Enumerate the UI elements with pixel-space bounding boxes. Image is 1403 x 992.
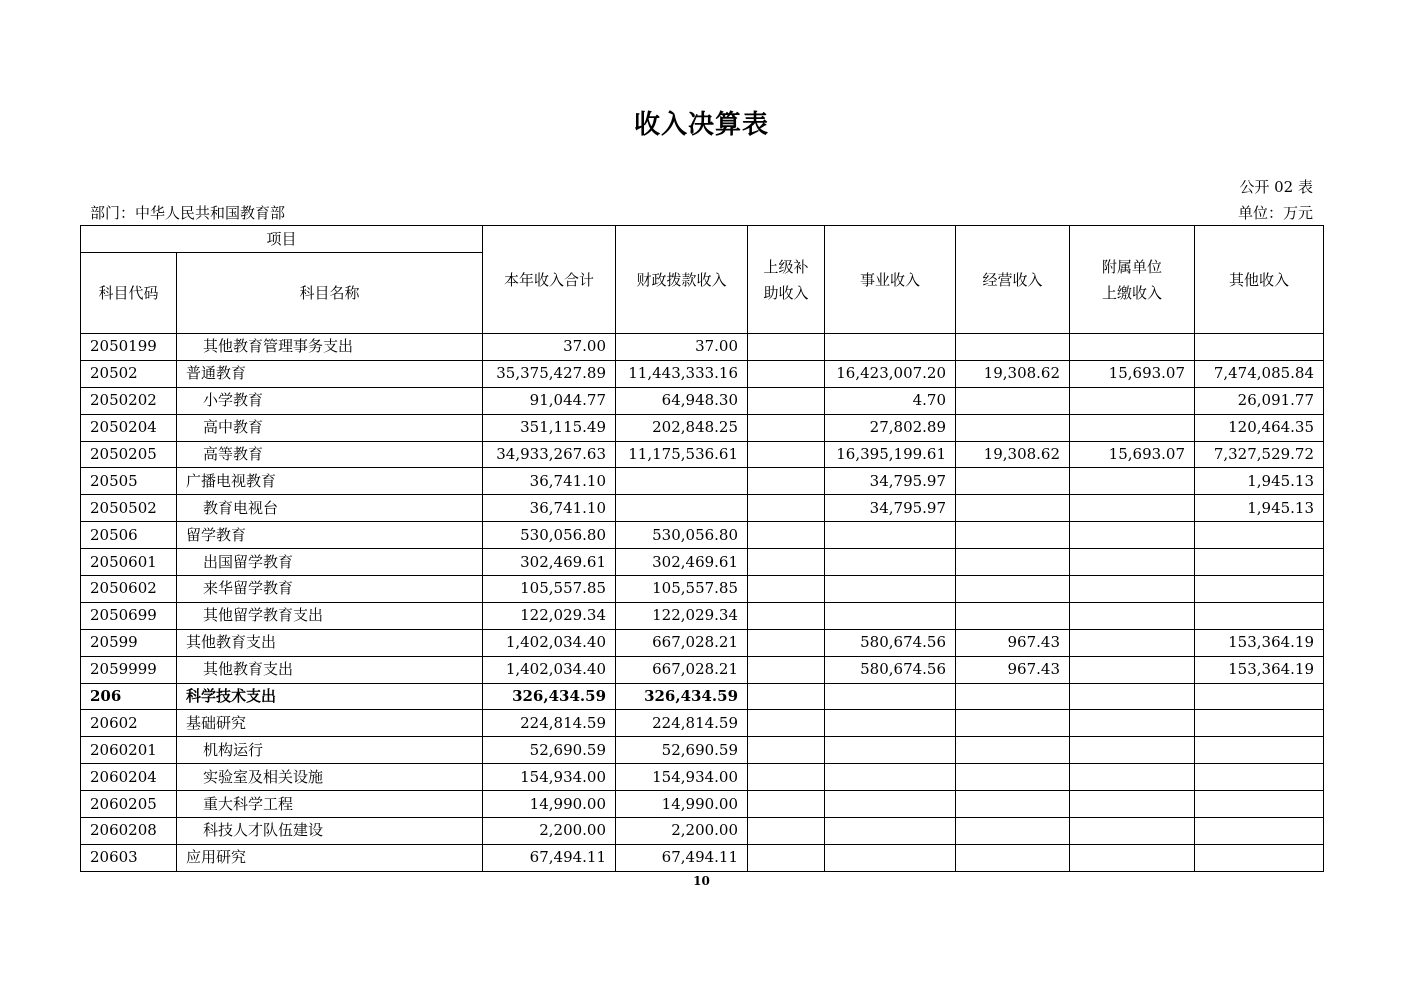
cell-other: 1,945.13 xyxy=(1195,468,1324,495)
cell-fiscal xyxy=(616,495,748,522)
cell-operating: 967.43 xyxy=(956,656,1070,683)
cell-code: 2060208 xyxy=(81,818,177,845)
cell-other xyxy=(1195,683,1324,710)
cell-other: 7,327,529.72 xyxy=(1195,441,1324,468)
table-row xyxy=(81,441,1324,468)
cell-other: 153,364.19 xyxy=(1195,629,1324,656)
cell-business: 580,674.56 xyxy=(825,629,956,656)
cell-other xyxy=(1195,764,1324,791)
table-header xyxy=(81,226,1324,334)
cell-fiscal: 667,028.21 xyxy=(616,656,748,683)
cell-superior xyxy=(748,441,825,468)
cell-total: 1,402,034.40 xyxy=(483,629,616,656)
cell-affiliated xyxy=(1070,818,1195,845)
cell-superior xyxy=(748,683,825,710)
table-row xyxy=(81,656,1324,683)
cell-business xyxy=(825,549,956,576)
cell-other xyxy=(1195,576,1324,603)
cell-affiliated xyxy=(1070,495,1195,522)
cell-name: 广播电视教育 xyxy=(177,468,483,495)
table-body xyxy=(81,334,1324,872)
cell-superior xyxy=(748,334,825,361)
cell-business xyxy=(825,334,956,361)
cell-total: 14,990.00 xyxy=(483,791,616,818)
cell-affiliated xyxy=(1070,764,1195,791)
table-row xyxy=(81,710,1324,737)
cell-code: 20506 xyxy=(81,522,177,549)
cell-name: 科学技术支出 xyxy=(177,683,483,710)
cell-operating xyxy=(956,334,1070,361)
cell-affiliated xyxy=(1070,710,1195,737)
table-row xyxy=(81,468,1324,495)
cell-code: 2059999 xyxy=(81,656,177,683)
cell-affiliated xyxy=(1070,737,1195,764)
department-label: 部门：中华人民共和国教育部 xyxy=(90,204,286,222)
cell-name: 出国留学教育 xyxy=(177,549,483,576)
cell-affiliated xyxy=(1070,844,1195,871)
cell-operating xyxy=(956,683,1070,710)
cell-code: 2050699 xyxy=(81,602,177,629)
header-item: 项目 xyxy=(81,226,483,253)
cell-business: 580,674.56 xyxy=(825,656,956,683)
cell-name: 其他教育支出 xyxy=(177,629,483,656)
header-affiliated-line1: 附属单位 xyxy=(1102,257,1163,276)
cell-fiscal: 67,494.11 xyxy=(616,844,748,871)
cell-business: 34,795.97 xyxy=(825,468,956,495)
cell-business: 34,795.97 xyxy=(825,495,956,522)
cell-total: 351,115.49 xyxy=(483,414,616,441)
cell-name: 重大科学工程 xyxy=(177,791,483,818)
cell-total: 302,469.61 xyxy=(483,549,616,576)
table-row xyxy=(81,360,1324,387)
cell-code: 20502 xyxy=(81,360,177,387)
cell-code: 2050199 xyxy=(81,334,177,361)
cell-code: 20599 xyxy=(81,629,177,656)
cell-affiliated xyxy=(1070,576,1195,603)
cell-code: 2050202 xyxy=(81,387,177,414)
cell-fiscal: 302,469.61 xyxy=(616,549,748,576)
cell-name: 其他教育支出 xyxy=(177,656,483,683)
cell-fiscal: 224,814.59 xyxy=(616,710,748,737)
cell-name: 基础研究 xyxy=(177,710,483,737)
table-row xyxy=(81,764,1324,791)
cell-business xyxy=(825,791,956,818)
cell-superior xyxy=(748,764,825,791)
cell-total: 37.00 xyxy=(483,334,616,361)
cell-fiscal: 202,848.25 xyxy=(616,414,748,441)
cell-fiscal: 52,690.59 xyxy=(616,737,748,764)
cell-affiliated xyxy=(1070,522,1195,549)
cell-business: 4.70 xyxy=(825,387,956,414)
cell-fiscal: 11,443,333.16 xyxy=(616,360,748,387)
cell-business xyxy=(825,710,956,737)
cell-superior xyxy=(748,414,825,441)
cell-code: 20602 xyxy=(81,710,177,737)
cell-code: 2060204 xyxy=(81,764,177,791)
cell-other xyxy=(1195,737,1324,764)
cell-fiscal: 105,557.85 xyxy=(616,576,748,603)
cell-fiscal: 2,200.00 xyxy=(616,818,748,845)
cell-operating: 19,308.62 xyxy=(956,441,1070,468)
income-table xyxy=(80,225,1324,872)
cell-other: 26,091.77 xyxy=(1195,387,1324,414)
cell-code: 20505 xyxy=(81,468,177,495)
cell-name: 普通教育 xyxy=(177,360,483,387)
cell-other: 153,364.19 xyxy=(1195,656,1324,683)
page-number: 10 xyxy=(693,874,710,888)
cell-code: 2050204 xyxy=(81,414,177,441)
cell-other: 7,474,085.84 xyxy=(1195,360,1324,387)
header-affiliated-line2: 上缴收入 xyxy=(1102,283,1163,302)
cell-operating: 967.43 xyxy=(956,629,1070,656)
header-superior-line2: 助收入 xyxy=(763,283,809,302)
table-row xyxy=(81,414,1324,441)
cell-total: 530,056.80 xyxy=(483,522,616,549)
cell-total: 67,494.11 xyxy=(483,844,616,871)
cell-business xyxy=(825,602,956,629)
cell-fiscal: 326,434.59 xyxy=(616,683,748,710)
cell-business: 16,423,007.20 xyxy=(825,360,956,387)
cell-fiscal: 154,934.00 xyxy=(616,764,748,791)
cell-code: 2060201 xyxy=(81,737,177,764)
cell-operating xyxy=(956,387,1070,414)
cell-other xyxy=(1195,602,1324,629)
cell-fiscal: 530,056.80 xyxy=(616,522,748,549)
cell-operating xyxy=(956,791,1070,818)
cell-superior xyxy=(748,576,825,603)
cell-affiliated xyxy=(1070,629,1195,656)
cell-affiliated xyxy=(1070,414,1195,441)
cell-operating xyxy=(956,549,1070,576)
cell-code: 2050601 xyxy=(81,549,177,576)
cell-business xyxy=(825,818,956,845)
cell-business xyxy=(825,576,956,603)
cell-code: 2060205 xyxy=(81,791,177,818)
cell-superior xyxy=(748,818,825,845)
cell-other xyxy=(1195,334,1324,361)
cell-fiscal: 14,990.00 xyxy=(616,791,748,818)
cell-operating xyxy=(956,710,1070,737)
header-total: 本年收入合计 xyxy=(483,226,616,334)
cell-affiliated xyxy=(1070,549,1195,576)
cell-name: 其他教育管理事务支出 xyxy=(177,334,483,361)
cell-name: 科技人才队伍建设 xyxy=(177,818,483,845)
cell-total: 2,200.00 xyxy=(483,818,616,845)
table-row xyxy=(81,549,1324,576)
cell-other xyxy=(1195,818,1324,845)
cell-other xyxy=(1195,791,1324,818)
cell-name: 高中教育 xyxy=(177,414,483,441)
table-row xyxy=(81,818,1324,845)
cell-total: 154,934.00 xyxy=(483,764,616,791)
cell-superior xyxy=(748,360,825,387)
cell-other xyxy=(1195,549,1324,576)
cell-affiliated xyxy=(1070,334,1195,361)
cell-operating xyxy=(956,737,1070,764)
cell-business: 27,802.89 xyxy=(825,414,956,441)
unit-label: 单位：万元 xyxy=(1237,204,1313,222)
cell-business xyxy=(825,844,956,871)
cell-operating xyxy=(956,468,1070,495)
cell-total: 1,402,034.40 xyxy=(483,656,616,683)
cell-operating xyxy=(956,522,1070,549)
cell-superior xyxy=(748,844,825,871)
header-superior xyxy=(748,226,825,334)
cell-business xyxy=(825,522,956,549)
cell-affiliated xyxy=(1070,387,1195,414)
cell-fiscal: 64,948.30 xyxy=(616,387,748,414)
header-name: 科目名称 xyxy=(177,253,483,334)
cell-name: 实验室及相关设施 xyxy=(177,764,483,791)
cell-fiscal xyxy=(616,468,748,495)
cell-total: 91,044.77 xyxy=(483,387,616,414)
cell-superior xyxy=(748,791,825,818)
cell-operating xyxy=(956,495,1070,522)
cell-operating xyxy=(956,818,1070,845)
cell-name: 教育电视台 xyxy=(177,495,483,522)
table-row xyxy=(81,334,1324,361)
cell-superior xyxy=(748,468,825,495)
cell-total: 36,741.10 xyxy=(483,468,616,495)
cell-fiscal: 667,028.21 xyxy=(616,629,748,656)
cell-affiliated: 15,693.07 xyxy=(1070,441,1195,468)
cell-affiliated xyxy=(1070,602,1195,629)
cell-other: 120,464.35 xyxy=(1195,414,1324,441)
cell-operating xyxy=(956,414,1070,441)
cell-business xyxy=(825,764,956,791)
cell-other: 1,945.13 xyxy=(1195,495,1324,522)
cell-affiliated xyxy=(1070,683,1195,710)
cell-operating xyxy=(956,602,1070,629)
cell-superior xyxy=(748,710,825,737)
table-row xyxy=(81,576,1324,603)
cell-code: 2050602 xyxy=(81,576,177,603)
cell-name: 应用研究 xyxy=(177,844,483,871)
cell-superior xyxy=(748,522,825,549)
cell-superior xyxy=(748,629,825,656)
header-other: 其他收入 xyxy=(1195,226,1324,334)
table-row xyxy=(81,387,1324,414)
header-superior-line1: 上级补 xyxy=(763,257,809,276)
cell-operating xyxy=(956,576,1070,603)
table-row xyxy=(81,495,1324,522)
table-row xyxy=(81,629,1324,656)
cell-name: 机构运行 xyxy=(177,737,483,764)
cell-code: 2050502 xyxy=(81,495,177,522)
cell-superior xyxy=(748,387,825,414)
cell-superior xyxy=(748,656,825,683)
cell-superior xyxy=(748,602,825,629)
cell-operating xyxy=(956,764,1070,791)
cell-name: 小学教育 xyxy=(177,387,483,414)
cell-affiliated xyxy=(1070,468,1195,495)
cell-total: 326,434.59 xyxy=(483,683,616,710)
cell-total: 105,557.85 xyxy=(483,576,616,603)
cell-total: 224,814.59 xyxy=(483,710,616,737)
cell-operating: 19,308.62 xyxy=(956,360,1070,387)
form-number: 公开 02 表 xyxy=(1239,178,1313,196)
header-affiliated xyxy=(1070,226,1195,334)
cell-affiliated: 15,693.07 xyxy=(1070,360,1195,387)
table-row xyxy=(81,737,1324,764)
cell-total: 36,741.10 xyxy=(483,495,616,522)
cell-total: 35,375,427.89 xyxy=(483,360,616,387)
cell-operating xyxy=(956,844,1070,871)
table-row xyxy=(81,522,1324,549)
header-operating: 经营收入 xyxy=(956,226,1070,334)
cell-code: 20603 xyxy=(81,844,177,871)
cell-business: 16,395,199.61 xyxy=(825,441,956,468)
cell-fiscal: 37.00 xyxy=(616,334,748,361)
cell-total: 34,933,267.63 xyxy=(483,441,616,468)
cell-affiliated xyxy=(1070,656,1195,683)
cell-business xyxy=(825,737,956,764)
cell-name: 其他留学教育支出 xyxy=(177,602,483,629)
cell-code: 2050205 xyxy=(81,441,177,468)
table-row xyxy=(81,844,1324,871)
table-row xyxy=(81,791,1324,818)
cell-superior xyxy=(748,549,825,576)
cell-code: 206 xyxy=(81,683,177,710)
cell-total: 52,690.59 xyxy=(483,737,616,764)
page-title: 收入决算表 xyxy=(633,110,769,140)
table-row xyxy=(81,602,1324,629)
table-row xyxy=(81,683,1324,710)
cell-other xyxy=(1195,844,1324,871)
cell-name: 高等教育 xyxy=(177,441,483,468)
cell-fiscal: 11,175,536.61 xyxy=(616,441,748,468)
header-business: 事业收入 xyxy=(825,226,956,334)
cell-name: 来华留学教育 xyxy=(177,576,483,603)
cell-business xyxy=(825,683,956,710)
header-fiscal: 财政拨款收入 xyxy=(616,226,748,334)
cell-affiliated xyxy=(1070,791,1195,818)
cell-total: 122,029.34 xyxy=(483,602,616,629)
cell-other xyxy=(1195,522,1324,549)
header-code: 科目代码 xyxy=(81,253,177,334)
cell-name: 留学教育 xyxy=(177,522,483,549)
cell-superior xyxy=(748,737,825,764)
cell-other xyxy=(1195,710,1324,737)
cell-fiscal: 122,029.34 xyxy=(616,602,748,629)
cell-superior xyxy=(748,495,825,522)
